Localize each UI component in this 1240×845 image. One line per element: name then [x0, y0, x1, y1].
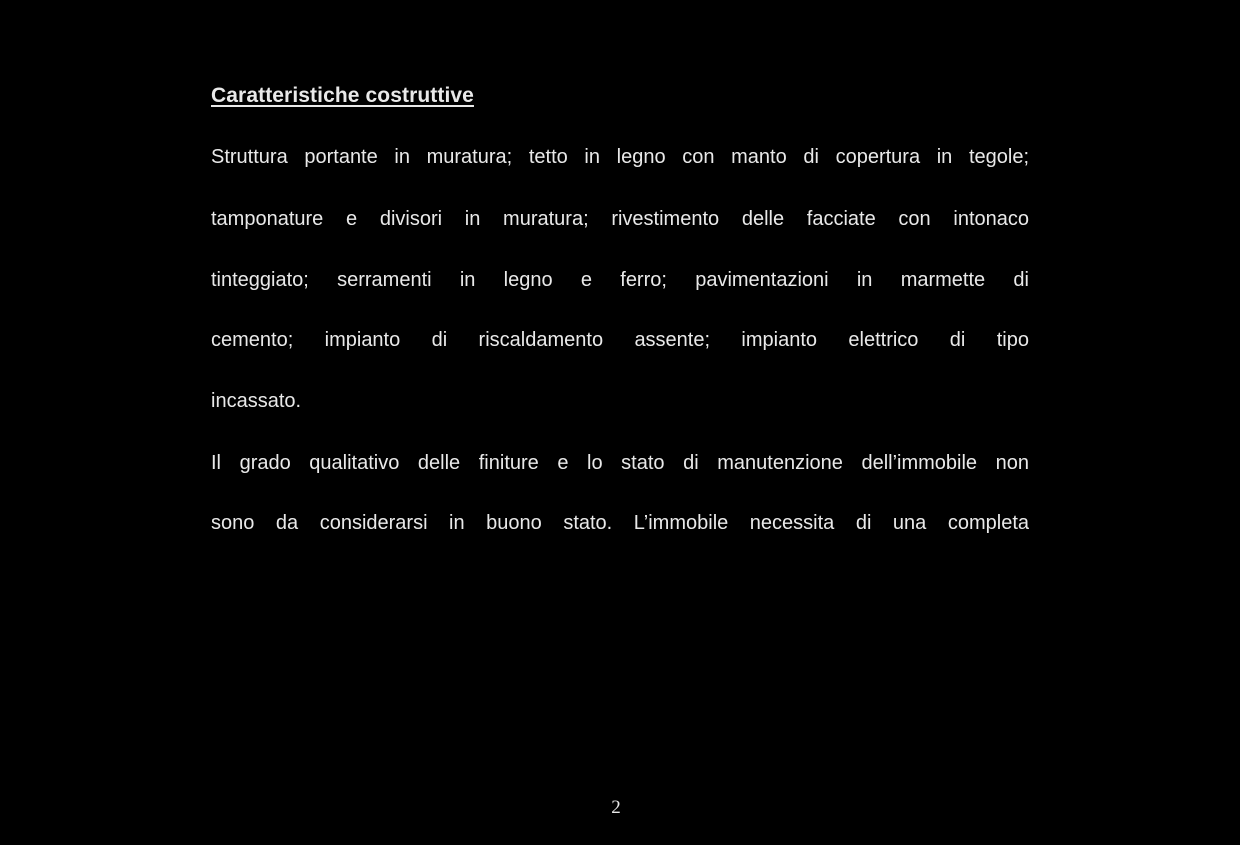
- paragraph-2-line-2: sono da considerarsi in buono stato. L’immobile necessita di una completa: [211, 512, 1029, 534]
- section-heading: Caratteristiche costruttive: [211, 84, 474, 107]
- page-number: 2: [611, 797, 621, 818]
- paragraph-1-line-5: incassato.: [211, 390, 302, 412]
- paragraph-1-line-4: cemento; impianto di riscaldamento assente; impianto elettrico di tipo: [211, 329, 1029, 351]
- paragraph-2-line-1: Il grado qualitativo delle finiture e lo stato di manutenzione dell’immobile non: [211, 452, 1029, 474]
- paragraph-1-line-1: Struttura portante in muratura; tetto in legno con manto di copertura in tegole;: [211, 146, 1029, 168]
- paragraph-1-line-3: tinteggiato; serramenti in legno e ferro; pavimentazioni in marmette di: [211, 269, 1029, 291]
- paragraph-1-line-2: tamponature e divisori in muratura; rivestimento delle facciate con intonaco: [211, 208, 1029, 230]
